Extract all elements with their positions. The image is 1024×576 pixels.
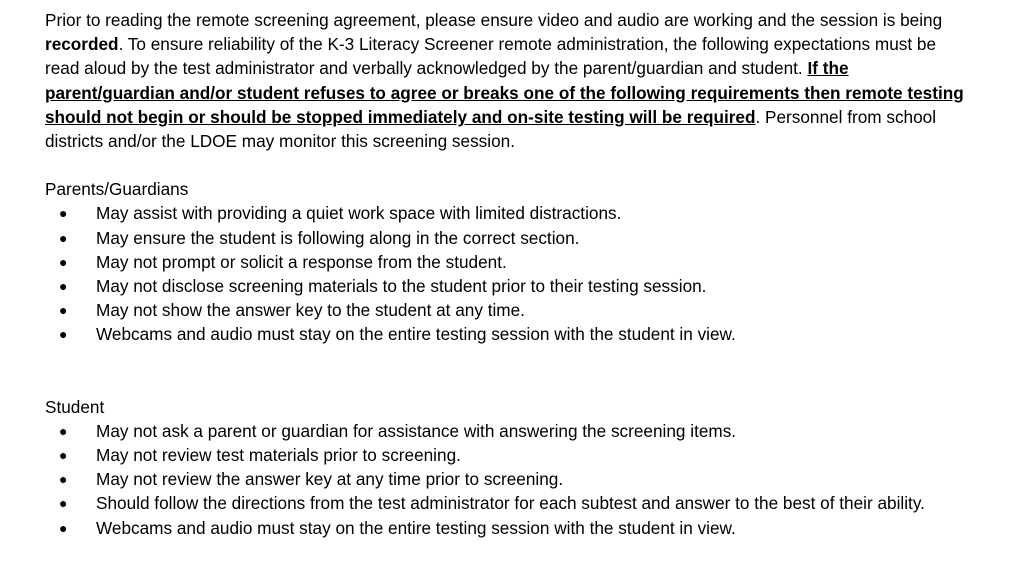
bullet-icon: ●: [59, 495, 68, 512]
list-item: [45, 443, 975, 467]
parents-list: [45, 201, 975, 346]
list-item-text: May not prompt or solicit a response from the student.: [96, 251, 507, 272]
list-item: [45, 226, 975, 250]
student-heading: Student: [45, 396, 105, 417]
list-item: [45, 467, 975, 491]
list-item-text: May not review the answer key at any time prior to screening.: [96, 469, 564, 490]
list-item-text: May not show the answer key to the student at any time.: [96, 300, 525, 321]
bullet-icon: ●: [59, 326, 68, 343]
student-list: [45, 419, 975, 540]
list-item: [45, 298, 975, 322]
list-item-text: May ensure the student is following along in the correct section.: [96, 227, 580, 248]
list-item-text: Webcams and audio must stay on the entire testing session with the student in view.: [96, 324, 736, 345]
list-item: [45, 419, 975, 443]
bullet-icon: ●: [59, 278, 68, 295]
refusal-warning: If the parent/guardian and/or student refuses to agree or breaks one of the following requirements then remote testing should not begin or should be stopped immediately and on-site testing will be required: [45, 58, 964, 127]
bullet-icon: ●: [59, 205, 68, 222]
bullet-icon: ●: [59, 253, 68, 270]
list-item: [45, 322, 975, 346]
bullet-icon: ●: [59, 447, 68, 464]
list-item-text: May assist with providing a quiet work space with limited distractions.: [96, 203, 622, 224]
list-item-text: Webcams and audio must stay on the entire testing session with the student in view.: [96, 517, 736, 538]
list-item-text: May not disclose screening materials to the student prior to their testing session.: [96, 276, 707, 297]
bullet-icon: ●: [59, 471, 68, 488]
bullet-icon: ●: [59, 519, 68, 536]
bullet-icon: ●: [59, 302, 68, 319]
document-page: [45, 8, 975, 540]
list-item: [45, 201, 975, 225]
parents-heading: Parents/Guardians: [45, 179, 189, 200]
list-item: [45, 491, 975, 515]
list-item-text: Should follow the directions from the test administrator for each subtest and answer to the best of their ability.: [96, 493, 925, 514]
intro-text-1: Prior to reading the remote screening agreement, please ensure video and audio are working and the session is being: [45, 10, 943, 30]
list-item: [45, 274, 975, 298]
list-item-text: May not review test materials prior to screening.: [96, 445, 461, 466]
recorded-emphasis: recorded: [45, 34, 119, 55]
intro-text-2: . To ensure reliability of the K-3 Literacy Screener remote administration, the following expectations must be read aloud by the test administrator and verbally acknowledged by the parent/guardian and student.: [45, 34, 937, 79]
list-item: [45, 516, 975, 540]
list-item: [45, 250, 975, 274]
bullet-icon: ●: [59, 229, 68, 246]
bullet-icon: ●: [59, 422, 68, 439]
intro-text-3: . Personnel from school districts and/or the LDOE may monitor this screening session.: [45, 106, 937, 152]
intro-paragraph: [45, 8, 975, 153]
list-item-text: May not ask a parent or guardian for assistance with answering the screening items.: [96, 420, 737, 441]
